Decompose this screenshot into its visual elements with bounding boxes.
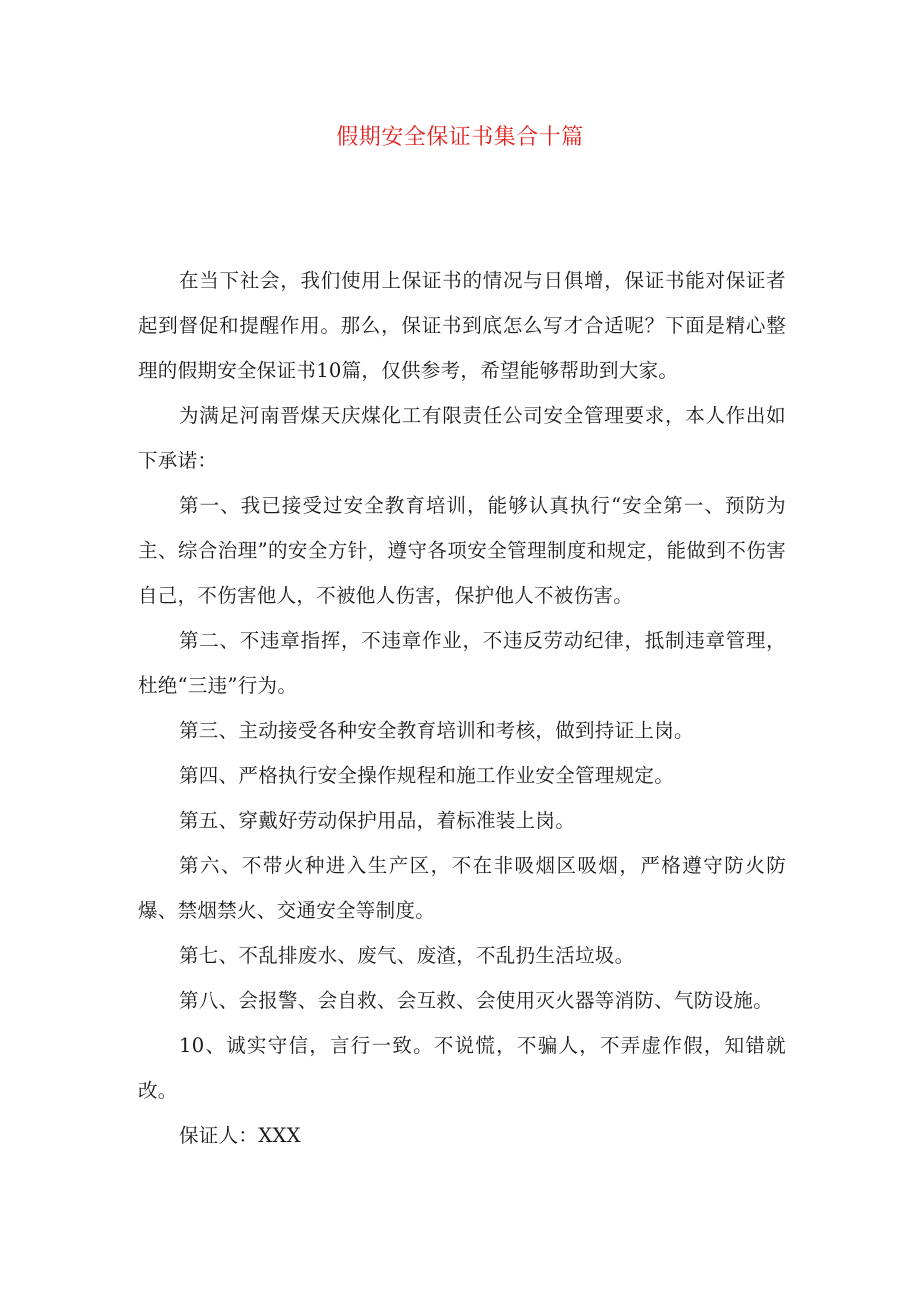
paragraph-intro: 在当下社会，我们使用上保证书的情况与日俱增，保证书能对保证者起到督促和提醒作用。那么，保证书到底怎么写才合适呢？下面是精心整理的假期安全保证书10篇，仅供参考，希望能够帮助到大家。 (138, 269, 786, 382)
paragraph-item-4: 第四、严格执行安全操作规程和施工作业安全管理规定。 (179, 764, 675, 787)
paragraph-item-8: 第八、会报警、会自救、会互救、会使用灭火器等消防、气防设施。 (179, 989, 774, 1012)
paragraph-item-5: 第五、穿戴好劳动保护用品，着标准装上岗。 (179, 809, 576, 832)
paragraph-item-2: 第二、不违章指挥，不违章作业，不违反劳动纪律，抵制违章管理，杜绝“三违”行为。 (138, 629, 786, 697)
document-title: 假期安全保证书集合十篇 (336, 125, 584, 150)
guarantor-line: 保证人：XXX (179, 1124, 301, 1147)
paragraph-item-1: 第一、我已接受过安全教育培训，能够认真执行“安全第一、预防为主、综合治理”的安全方针，遵守各项安全管理制度和规定，能做到不伤害自己，不伤害他人，不被他人伤害，保护他人不被伤害。 (138, 494, 786, 607)
paragraph-item-6: 第六、不带火种进入生产区，不在非吸烟区吸烟，严格遵守防火防爆、禁烟禁火、交通安全等制度。 (138, 854, 786, 922)
paragraph-commitment-intro: 为满足河南晋煤天庆煤化工有限责任公司安全管理要求，本人作出如下承诺： (138, 404, 786, 472)
paragraph-item-10: 10、诚实守信，言行一致。不说慌，不骗人，不弄虚作假，知错就改。 (138, 1034, 786, 1102)
document-body (138, 258, 786, 1158)
paragraph-item-7: 第七、不乱排废水、废气、废渣，不乱扔生活垃圾。 (179, 944, 635, 967)
paragraph-item-3: 第三、主动接受各种安全教育培训和考核，做到持证上岗。 (179, 719, 694, 742)
